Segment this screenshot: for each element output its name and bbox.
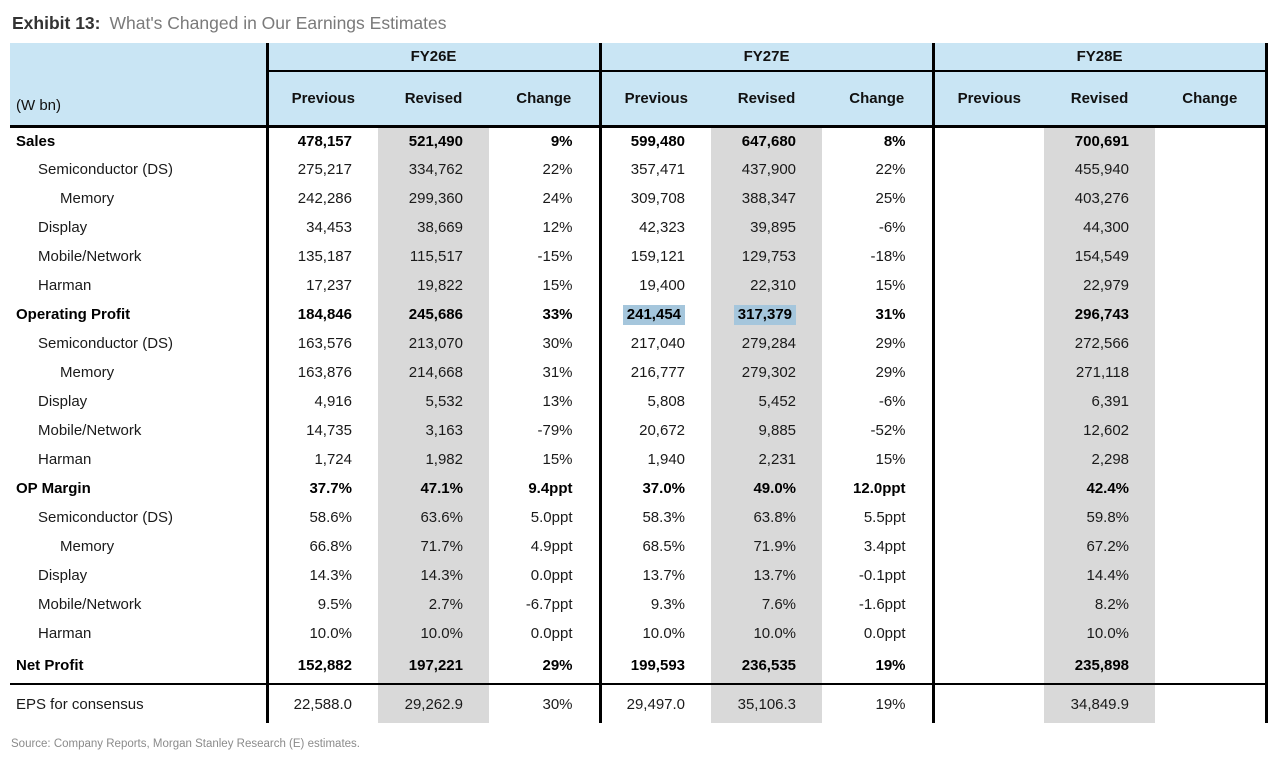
col-header-change: Change [1155, 71, 1266, 126]
table-row [10, 561, 1266, 590]
cell [1155, 561, 1266, 590]
cell [711, 300, 822, 329]
cell: 700,691 [1044, 126, 1155, 155]
col-header-change: Change [489, 71, 600, 126]
cell: 271,118 [1044, 358, 1155, 387]
cell [933, 387, 1044, 416]
cell: 296,743 [1044, 300, 1155, 329]
cell: 5,808 [600, 387, 711, 416]
col-header-previous: Previous [267, 71, 378, 126]
cell: 4,916 [267, 387, 378, 416]
cell: 34,849.9 [1044, 684, 1155, 723]
cell [933, 213, 1044, 242]
cell [1155, 300, 1266, 329]
col-header-revised: Revised [378, 71, 489, 126]
cell: 30% [542, 335, 573, 352]
table-row [10, 271, 1266, 300]
fiscal-year-header-row [10, 43, 1266, 71]
row-label: Operating Profit [16, 306, 131, 323]
cell: 13.7% [600, 561, 711, 590]
cell: 0.0ppt [530, 567, 573, 584]
table-row [10, 329, 1266, 358]
cell: 31% [875, 306, 906, 323]
table-row [10, 619, 1266, 648]
cell: 5.0ppt [530, 509, 573, 526]
cell: 199,593 [600, 648, 711, 684]
cell: 403,276 [1044, 184, 1155, 213]
cell [1155, 242, 1266, 271]
cell: 25% [875, 190, 906, 207]
highlighted-value: 317,379 [734, 305, 796, 325]
table-row [10, 445, 1266, 474]
cell [933, 684, 1044, 723]
cell [933, 445, 1044, 474]
cell: 213,070 [378, 329, 489, 358]
cell [933, 648, 1044, 684]
cell: 0.0ppt [863, 625, 906, 642]
cell: 13.7% [711, 561, 822, 590]
cell: 272,566 [1044, 329, 1155, 358]
cell [1155, 648, 1266, 684]
cell: 9.4ppt [528, 480, 573, 497]
table-row [10, 213, 1266, 242]
cell: 5,452 [711, 387, 822, 416]
cell: 279,284 [711, 329, 822, 358]
cell [933, 503, 1044, 532]
cell: 10.0% [1044, 619, 1155, 648]
table-row [10, 300, 1266, 329]
cell: 8% [883, 132, 906, 150]
cell: 24% [542, 190, 573, 207]
cell: 42,323 [600, 213, 711, 242]
cell [933, 590, 1044, 619]
cell: 7.6% [711, 590, 822, 619]
cell: 12% [542, 219, 573, 236]
cell: 38,669 [378, 213, 489, 242]
cell: 2,231 [711, 445, 822, 474]
cell: 44,300 [1044, 213, 1155, 242]
cell: 216,777 [600, 358, 711, 387]
row-label: Sales [16, 132, 56, 150]
cell: 309,708 [600, 184, 711, 213]
table-row [10, 684, 1266, 723]
cell: -15% [537, 248, 573, 265]
exhibit-number: Exhibit 13: [12, 13, 101, 33]
cell: 279,302 [711, 358, 822, 387]
cell [933, 155, 1044, 184]
cell: 15% [542, 277, 573, 294]
cell: 2,298 [1044, 445, 1155, 474]
cell: -52% [870, 422, 906, 439]
table-body [10, 126, 1266, 723]
cell [1155, 271, 1266, 300]
cell: 242,286 [267, 184, 378, 213]
cell [933, 358, 1044, 387]
col-group-fy26e: FY26E [267, 43, 600, 71]
cell: 152,882 [267, 648, 378, 684]
cell [933, 619, 1044, 648]
cell: 34,453 [267, 213, 378, 242]
cell: 159,121 [600, 242, 711, 271]
cell: 245,686 [378, 300, 489, 329]
row-label: Semiconductor (DS) [38, 161, 174, 178]
table-header [10, 43, 1266, 126]
cell [600, 300, 711, 329]
highlighted-value: 241,454 [623, 305, 685, 325]
cell: 9.5% [267, 590, 378, 619]
cell: 214,668 [378, 358, 489, 387]
cell: 217,040 [600, 329, 711, 358]
exhibit-title-text: What's Changed in Our Earnings Estimates [109, 13, 447, 33]
col-group-fy27e: FY27E [600, 43, 933, 71]
col-header-change: Change [822, 71, 933, 126]
cell: 67.2% [1044, 532, 1155, 561]
cell: 20,672 [600, 416, 711, 445]
cell: 19,400 [600, 271, 711, 300]
cell [933, 329, 1044, 358]
cell: 4.9ppt [530, 538, 573, 555]
cell [933, 242, 1044, 271]
cell [1155, 358, 1266, 387]
cell: 135,187 [267, 242, 378, 271]
cell: 66.8% [267, 532, 378, 561]
table-row [10, 503, 1266, 532]
cell: 63.8% [711, 503, 822, 532]
cell: 388,347 [711, 184, 822, 213]
cell: 12,602 [1044, 416, 1155, 445]
cell: 14.4% [1044, 561, 1155, 590]
cell: 22,310 [711, 271, 822, 300]
cell [1155, 329, 1266, 358]
cell: 8.2% [1044, 590, 1155, 619]
cell: 0.0ppt [530, 625, 573, 642]
cell: 163,876 [267, 358, 378, 387]
cell: 1,724 [267, 445, 378, 474]
col-group-fy28e: FY28E [933, 43, 1266, 71]
row-label: Memory [60, 538, 115, 555]
cell: -6% [878, 393, 906, 410]
row-label: Display [38, 219, 88, 236]
cell: 22% [875, 161, 906, 178]
table-row [10, 387, 1266, 416]
col-header-revised: Revised [1044, 71, 1155, 126]
cell: 1,940 [600, 445, 711, 474]
cell: -1.6ppt [858, 596, 906, 613]
cell: 12.0ppt [853, 480, 906, 497]
cell [1155, 155, 1266, 184]
cell: 71.7% [378, 532, 489, 561]
table-row [10, 184, 1266, 213]
cell: 478,157 [267, 126, 378, 155]
cell [1155, 445, 1266, 474]
cell [933, 126, 1044, 155]
cell: 9,885 [711, 416, 822, 445]
cell: 58.6% [267, 503, 378, 532]
cell: 30% [489, 684, 600, 723]
cell: 437,900 [711, 155, 822, 184]
source-note: Source: Company Reports, Morgan Stanley Research (E) estimates. [11, 738, 360, 750]
cell: 236,535 [711, 648, 822, 684]
earnings-estimates-table [10, 43, 1268, 723]
cell: 129,753 [711, 242, 822, 271]
cell: 49.0% [711, 474, 822, 503]
cell: 10.0% [378, 619, 489, 648]
cell [1155, 532, 1266, 561]
row-label: Mobile/Network [38, 422, 142, 439]
col-header-revised: Revised [711, 71, 822, 126]
table-row [10, 474, 1266, 503]
cell: 15% [875, 277, 906, 294]
cell: 22% [542, 161, 573, 178]
cell: 599,480 [600, 126, 711, 155]
cell [1155, 416, 1266, 445]
cell: 197,221 [378, 648, 489, 684]
cell [1155, 503, 1266, 532]
col-header-previous: Previous [600, 71, 711, 126]
cell: 455,940 [1044, 155, 1155, 184]
unit-label: (W bn) [10, 43, 267, 126]
cell: 14.3% [378, 561, 489, 590]
table-row [10, 126, 1266, 155]
cell: -79% [537, 422, 573, 439]
exhibit-title [0, 0, 1280, 34]
cell: 37.7% [267, 474, 378, 503]
cell: 29,497.0 [600, 684, 711, 723]
cell: 59.8% [1044, 503, 1155, 532]
cell: 13% [542, 393, 573, 410]
row-label: Memory [60, 364, 115, 381]
cell [933, 416, 1044, 445]
cell: 58.3% [600, 503, 711, 532]
col-header-previous: Previous [933, 71, 1044, 126]
cell: 334,762 [378, 155, 489, 184]
cell: 521,490 [378, 126, 489, 155]
cell [1155, 619, 1266, 648]
cell: 35,106.3 [711, 684, 822, 723]
cell: 22,979 [1044, 271, 1155, 300]
cell: 47.1% [378, 474, 489, 503]
cell: 647,680 [711, 126, 822, 155]
cell [1155, 474, 1266, 503]
cell: -6.7ppt [525, 596, 573, 613]
cell: 68.5% [600, 532, 711, 561]
cell: 10.0% [600, 619, 711, 648]
cell [933, 474, 1044, 503]
cell [933, 271, 1044, 300]
table-row [10, 648, 1266, 684]
cell: -18% [870, 248, 906, 265]
cell: 39,895 [711, 213, 822, 242]
cell: 33% [542, 306, 573, 323]
cell [1155, 213, 1266, 242]
cell: 17,237 [267, 271, 378, 300]
row-label: OP Margin [16, 480, 91, 497]
table-row [10, 155, 1266, 184]
cell: 42.4% [1044, 474, 1155, 503]
cell: 10.0% [267, 619, 378, 648]
cell: 9.3% [600, 590, 711, 619]
row-label: Harman [38, 451, 92, 468]
cell: 15% [875, 451, 906, 468]
cell: 5,532 [378, 387, 489, 416]
row-label: Display [38, 393, 88, 410]
cell: 15% [542, 451, 573, 468]
cell: 5.5ppt [863, 509, 906, 526]
cell: 6,391 [1044, 387, 1155, 416]
cell [933, 561, 1044, 590]
cell: 19,822 [378, 271, 489, 300]
table-row [10, 590, 1266, 619]
cell: 357,471 [600, 155, 711, 184]
cell: 29% [875, 364, 906, 381]
row-label: Semiconductor (DS) [38, 335, 174, 352]
cell: 299,360 [378, 184, 489, 213]
cell: 37.0% [600, 474, 711, 503]
cell [1155, 126, 1266, 155]
cell: 29% [542, 657, 573, 674]
cell [1155, 387, 1266, 416]
table-row [10, 242, 1266, 271]
cell: 19% [875, 657, 906, 674]
row-label: Harman [38, 625, 92, 642]
cell: 154,549 [1044, 242, 1155, 271]
cell: 235,898 [1044, 648, 1155, 684]
row-label: Net Profit [16, 657, 84, 674]
row-label: Display [38, 567, 88, 584]
row-label: Semiconductor (DS) [38, 509, 174, 526]
cell [1155, 184, 1266, 213]
cell: 29,262.9 [378, 684, 489, 723]
cell [933, 184, 1044, 213]
cell: 63.6% [378, 503, 489, 532]
row-label: Memory [60, 190, 115, 207]
cell: 9% [550, 132, 573, 150]
cell [933, 532, 1044, 561]
cell: 22,588.0 [267, 684, 378, 723]
cell: 184,846 [267, 300, 378, 329]
row-label: Harman [38, 277, 92, 294]
cell: 10.0% [711, 619, 822, 648]
cell: 3.4ppt [863, 538, 906, 555]
cell: 71.9% [711, 532, 822, 561]
cell: 163,576 [267, 329, 378, 358]
cell: 19% [822, 684, 933, 723]
cell: 29% [875, 335, 906, 352]
cell: 1,982 [378, 445, 489, 474]
row-label: Mobile/Network [38, 596, 142, 613]
table-row [10, 416, 1266, 445]
cell: -6% [878, 219, 906, 236]
cell [1155, 684, 1266, 723]
cell: 31% [542, 364, 573, 381]
cell: 14.3% [267, 561, 378, 590]
cell [1155, 590, 1266, 619]
cell: 275,217 [267, 155, 378, 184]
table-row [10, 532, 1266, 561]
cell: 115,517 [378, 242, 489, 271]
cell: 3,163 [378, 416, 489, 445]
cell: 2.7% [378, 590, 489, 619]
row-label: EPS for consensus [10, 684, 267, 723]
row-label: Mobile/Network [38, 248, 142, 265]
cell: -0.1ppt [858, 567, 906, 584]
cell: 14,735 [267, 416, 378, 445]
table-row [10, 358, 1266, 387]
cell [933, 300, 1044, 329]
